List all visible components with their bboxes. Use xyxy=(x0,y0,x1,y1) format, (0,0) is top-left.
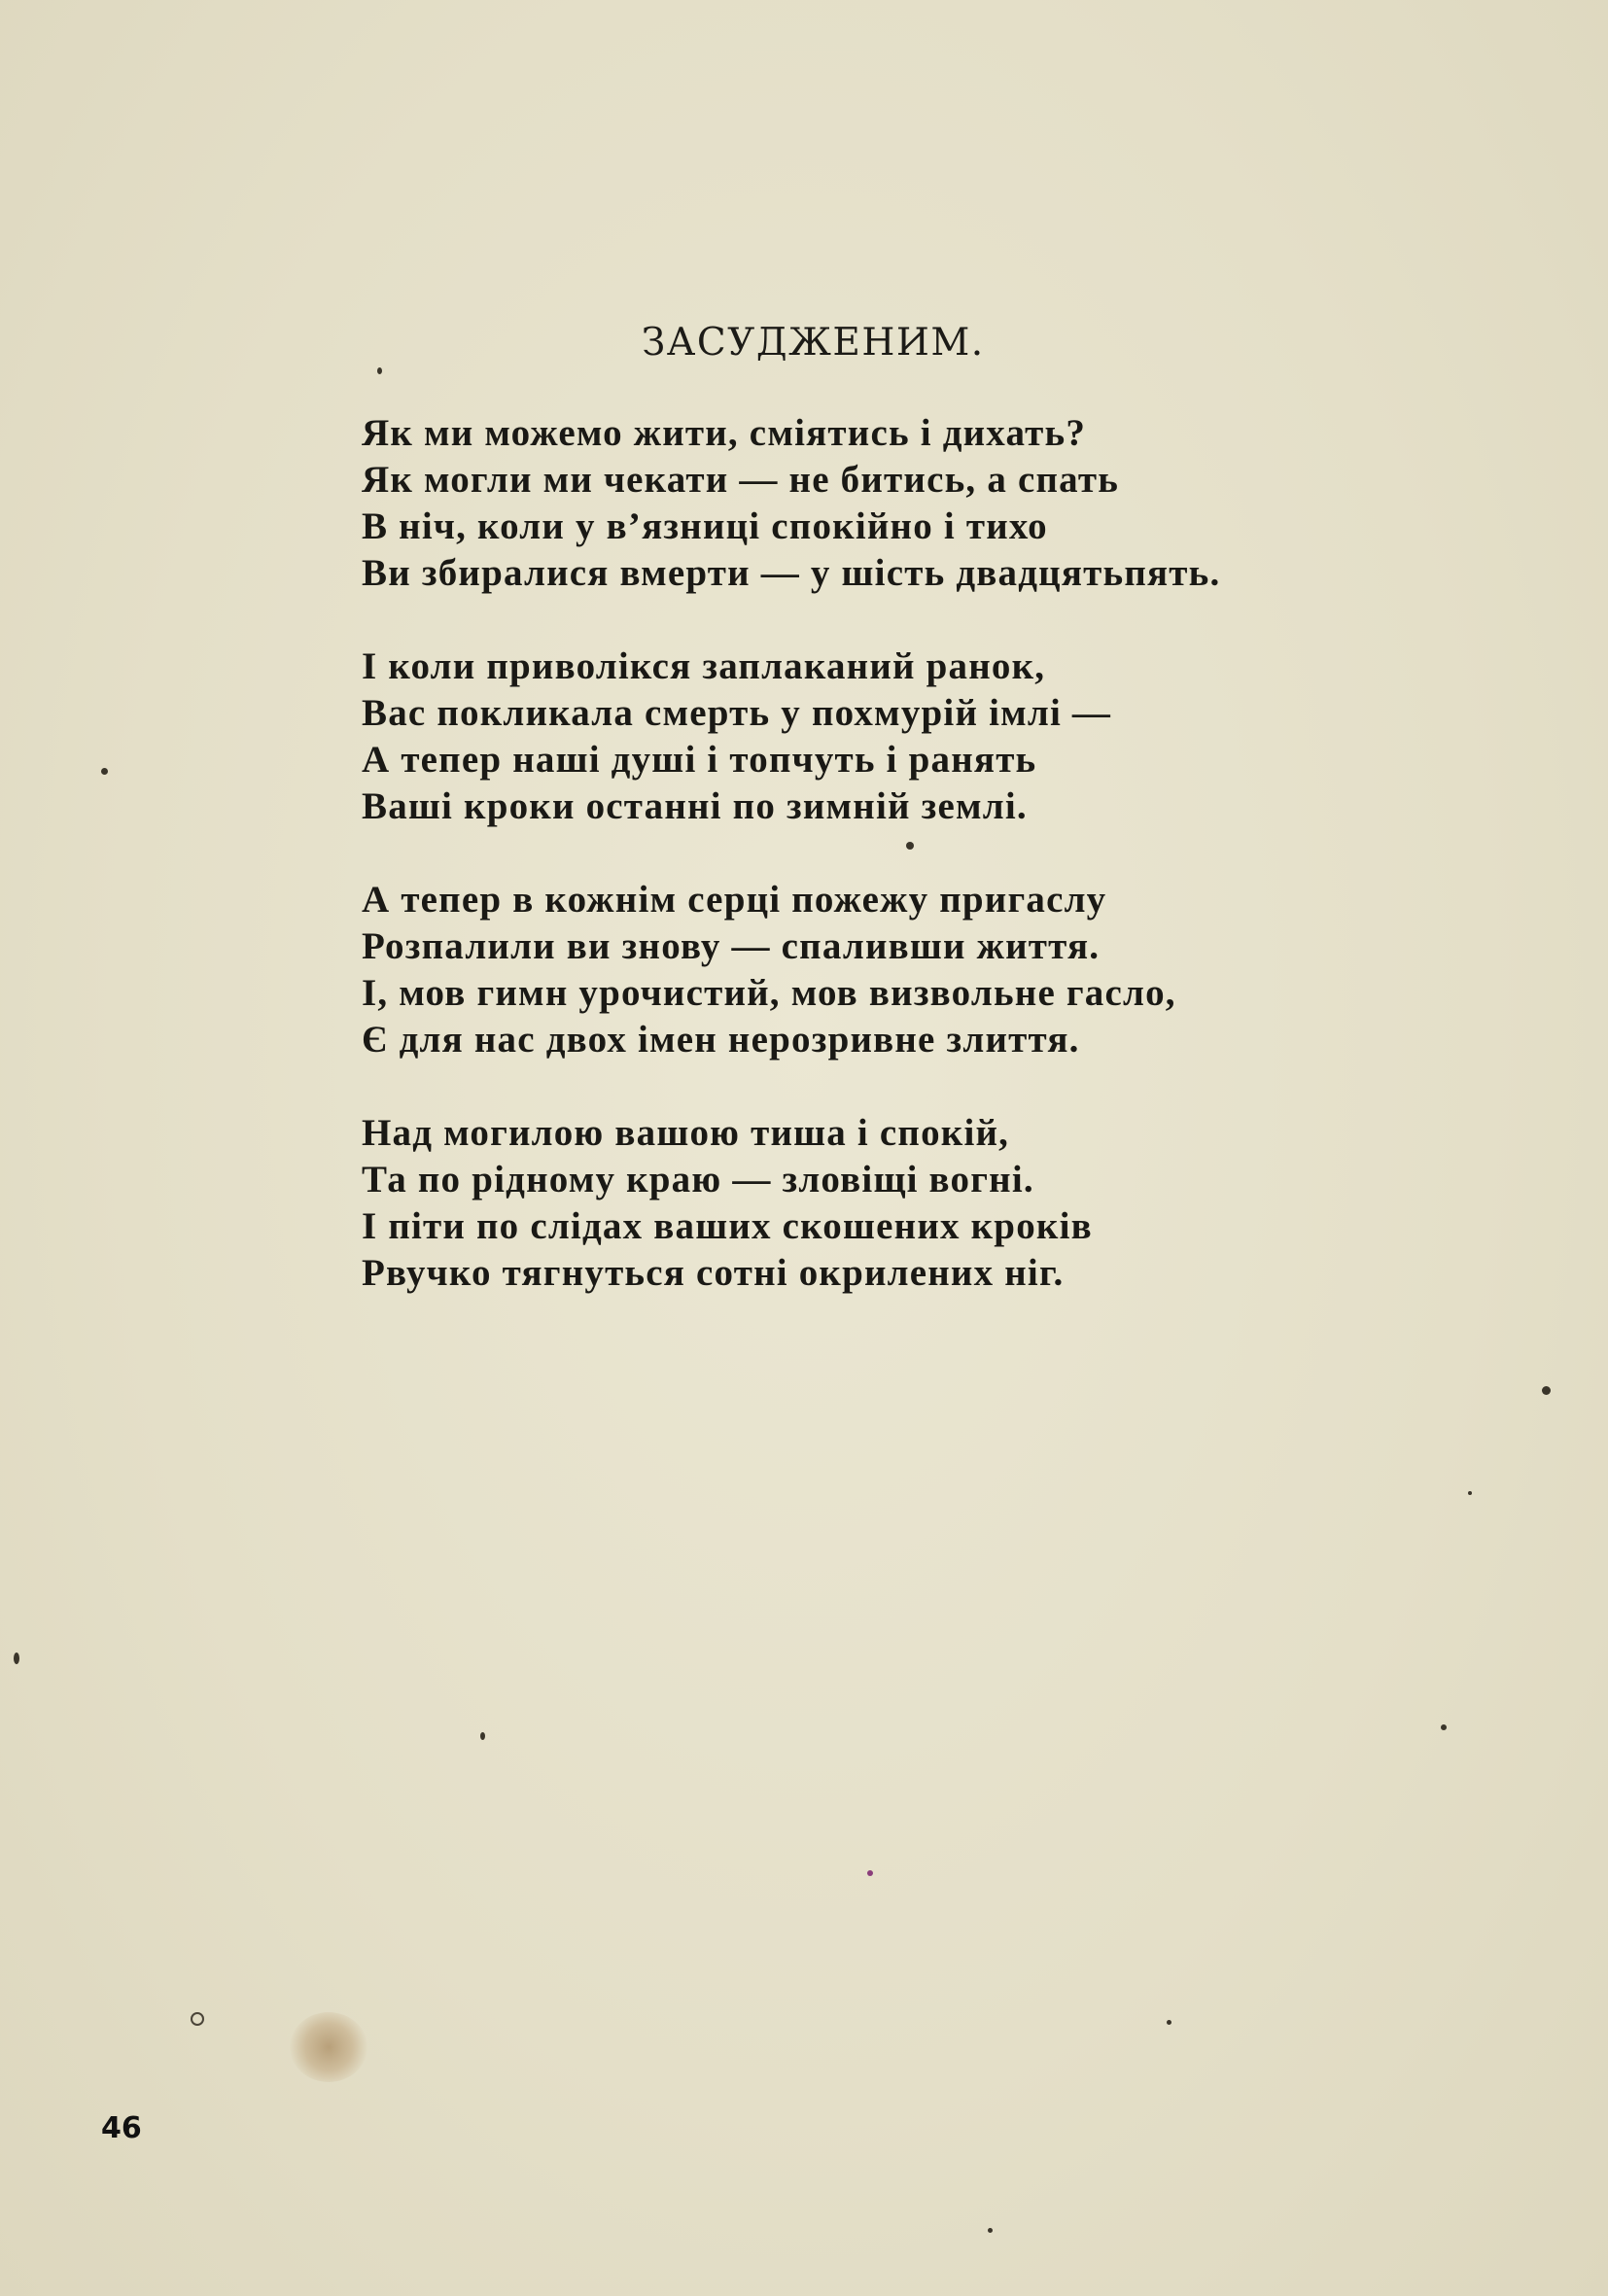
poem-line: Як могли ми чекати — не битись, а спать xyxy=(362,459,1120,501)
poem-line: Є для нас двох імен нерозривне злиття. xyxy=(362,1019,1080,1061)
paper-speck xyxy=(1167,2020,1171,2025)
stanza-4 xyxy=(362,1110,1587,1297)
paper-speck xyxy=(14,1652,19,1664)
paper-speck xyxy=(988,2228,993,2233)
poem-line: І коли приволікся заплаканий ранок, xyxy=(362,645,1046,687)
paper-stain xyxy=(290,2012,367,2082)
paper-speck xyxy=(1441,1724,1447,1730)
poem-line: Ваші кроки останні по зимній землі. xyxy=(362,785,1028,827)
poem-line: Як ми можемо жити, сміятись і дихать? xyxy=(362,412,1087,454)
poem-line: Рвучко тягнуться сотні окрилених ніг. xyxy=(362,1252,1065,1294)
poem-line: В ніч, коли у в’язниці спокійно і тихо xyxy=(362,505,1048,547)
paper-speck xyxy=(480,1732,485,1740)
poem-line: І, мов гимн урочистий, мов визвольне гасло, xyxy=(362,972,1176,1014)
poem-body xyxy=(362,410,1587,1343)
poem-title: ЗАСУДЖЕНИМ. xyxy=(642,321,985,365)
poem-line: Вас покликала смерть у похмурій імлі — xyxy=(362,692,1112,734)
paper-speck xyxy=(101,768,108,775)
poem-line: І піти по слідах ваших скошених кроків xyxy=(362,1205,1093,1247)
poem-line: Та по рідному краю — зловіщі вогні. xyxy=(362,1159,1034,1200)
poem-line: Ви збиралися вмерти — у шість двадцятьпять. xyxy=(362,552,1221,594)
page-number: 46 xyxy=(101,2111,142,2145)
stanza-3 xyxy=(362,877,1587,1063)
poem-line: А тепер наші душі і топчуть і ранять xyxy=(362,739,1037,781)
poem-line: Над могилою вашою тиша і спокій, xyxy=(362,1112,1010,1154)
stanza-2 xyxy=(362,644,1587,830)
paper-speck xyxy=(191,2012,204,2026)
paper-speck xyxy=(867,1870,873,1876)
paper-speck xyxy=(1468,1491,1472,1495)
paper-speck xyxy=(906,842,914,850)
paper-speck xyxy=(377,367,382,374)
poem-line: Розпалили ви знову — спаливши життя. xyxy=(362,925,1101,967)
paper-speck xyxy=(1542,1386,1551,1395)
poem-line: А тепер в кожнім серці пожежу пригаслу xyxy=(362,879,1107,921)
stanza-1 xyxy=(362,410,1587,597)
